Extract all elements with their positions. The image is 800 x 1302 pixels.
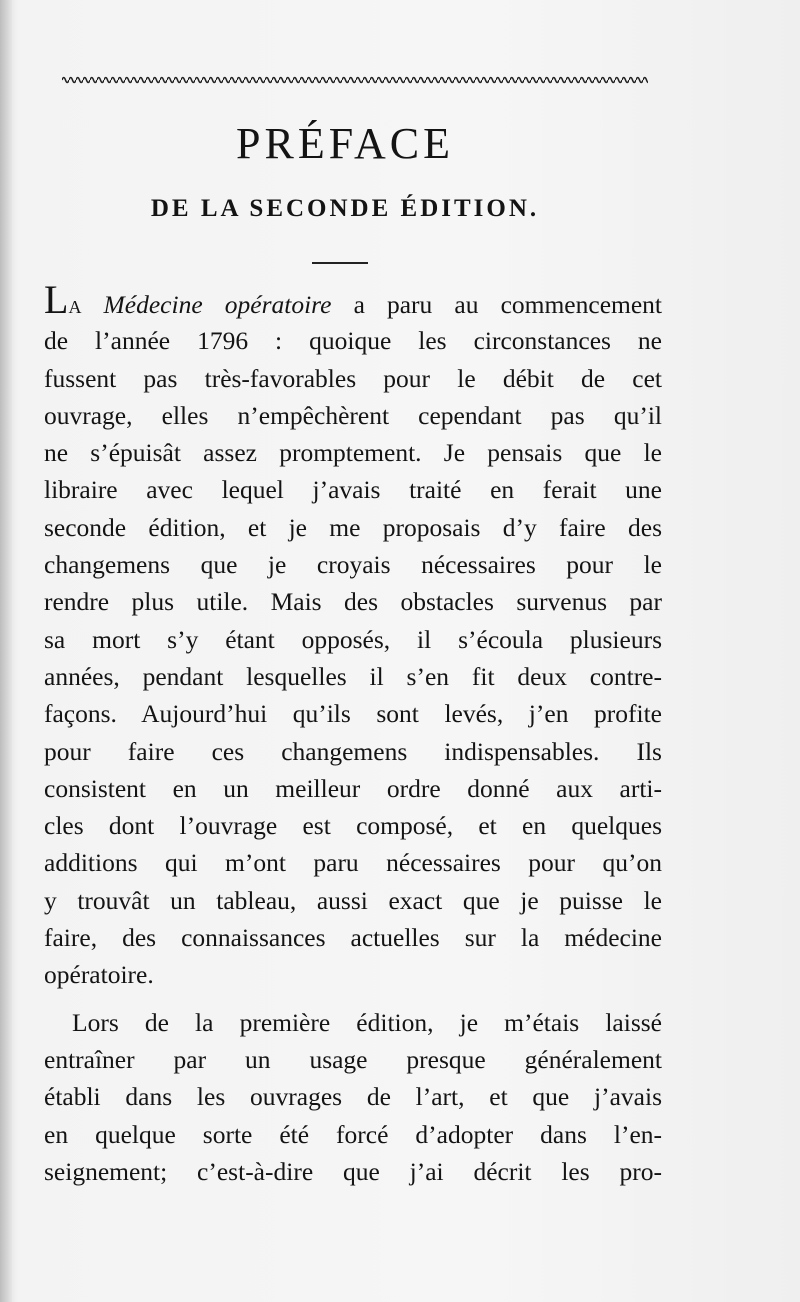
text-line: opératoire.: [44, 960, 154, 990]
text-line: années, pendant lesquelles il s’en fit deux contre-: [44, 661, 662, 691]
page-subtitle: DE LA SECONDE ÉDITION.: [150, 195, 540, 222]
paragraph-2: [44, 1004, 662, 1190]
book-title-italic: Médecine opératoire: [103, 290, 332, 319]
drop-cap: L: [44, 277, 69, 322]
page-title: PRÉFACE: [236, 119, 454, 168]
text-line: faire, des connaissances actuelles sur la médecine: [44, 923, 662, 953]
decorative-border-ornament: [62, 74, 648, 84]
text-line: façons. Aujourd’hui qu’ils sont levés, j’en profite: [44, 699, 662, 729]
text-line: sa mort s’y étant opposés, il s’écoula plusieurs: [44, 624, 662, 654]
text-line: cles dont l’ouvrage est composé, et en quelques: [44, 811, 662, 841]
text-line: changemens que je croyais nécessaires pour le: [44, 550, 662, 580]
text-line: Lors de la première édition, je m’étais laissé: [72, 1007, 662, 1037]
small-caps: A: [68, 297, 82, 317]
text-line: ne s’épuisât assez promptement. Je pensais que le: [44, 438, 662, 468]
text-line: [44, 277, 663, 322]
paragraph-1: [44, 277, 663, 994]
first-line-rest: a paru au commencement: [331, 290, 663, 319]
title-divider-rule: [312, 262, 368, 264]
text-line: entraîner par un usage presque généralement: [44, 1044, 662, 1074]
text-line: fussent pas très-favorables pour le débit de cet: [44, 363, 662, 393]
text-line: en quelque sorte été forcé d’adopter dans l’en-: [44, 1119, 662, 1149]
text-line: seignement; c’est-à-dire que j’ai décrit les pro-: [44, 1156, 662, 1186]
text-line: pour faire ces changemens indispensables. Ils: [44, 736, 662, 766]
text-line: rendre plus utile. Mais des obstacles survenus par: [44, 587, 662, 617]
text-line: seconde édition, et je me proposais d’y faire des: [44, 512, 662, 542]
text-line: de l’année 1796 : quoique les circonstances ne: [44, 326, 662, 356]
text-line: établi dans les ouvrages de l’art, et que j’avais: [44, 1082, 662, 1112]
text-line: additions qui m’ont paru nécessaires pour qu’on: [44, 848, 662, 878]
text-line: y trouvât un tableau, aussi exact que je puisse le: [44, 885, 662, 915]
text-line: consistent en un meilleur ordre donné aux arti-: [44, 773, 662, 803]
preface-text: [44, 277, 663, 1190]
text-line: ouvrage, elles n’empêchèrent cependant pas qu’il: [44, 400, 662, 430]
text-line: libraire avec lequel j’avais traité en ferait une: [44, 475, 662, 505]
